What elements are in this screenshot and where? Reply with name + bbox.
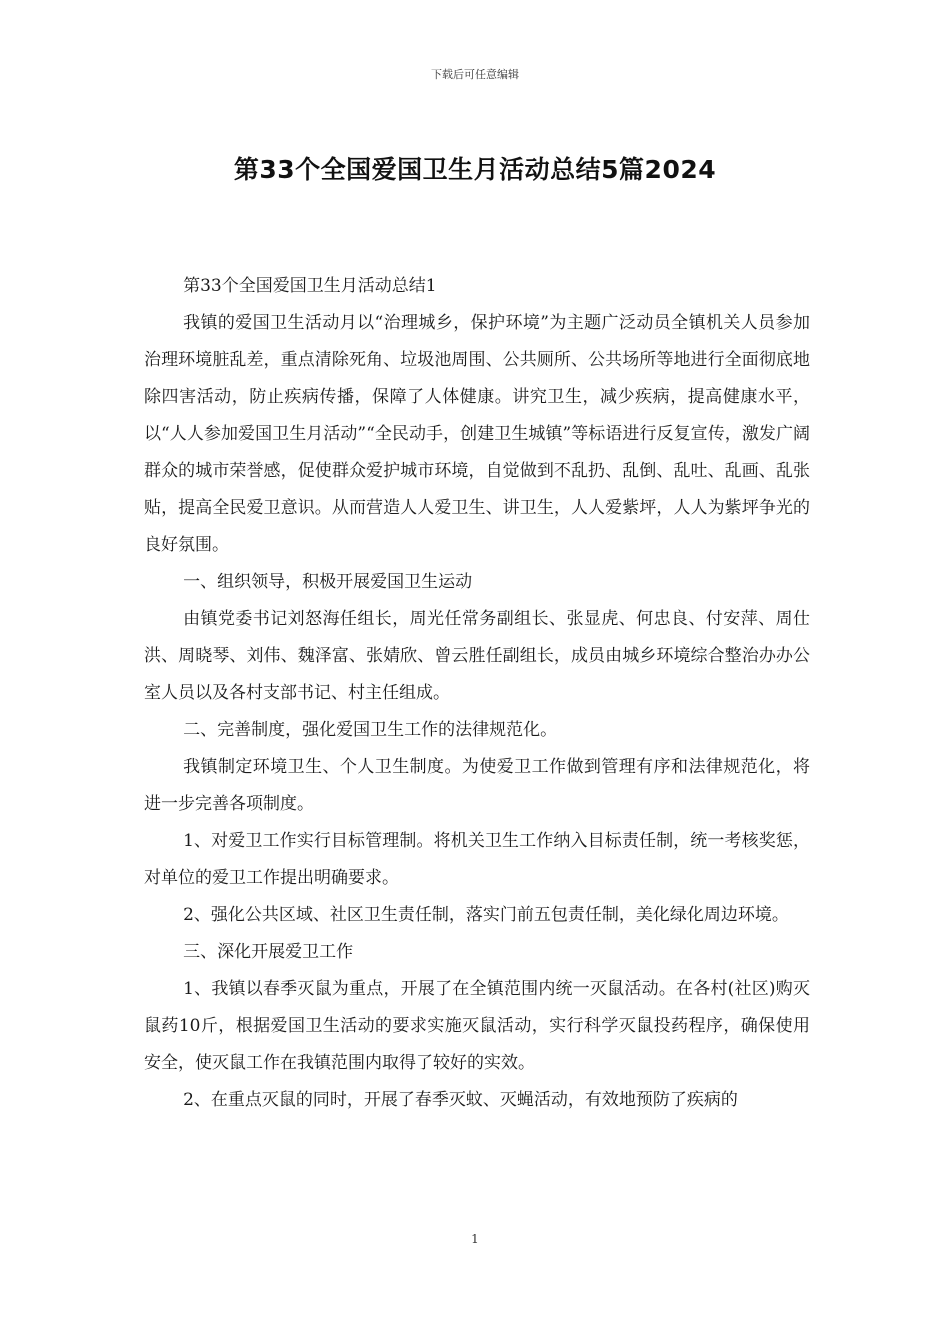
section-heading: 一、组织领导，积极开展爱国卫生运动 <box>183 572 473 592</box>
paragraph: 2、在重点灭鼠的同时，开展了春季灭蚊、灭蝇活动，有效地预防了疾病的 <box>183 1090 738 1110</box>
paragraph: 2、强化公共区域、社区卫生责任制，落实门前五包责任制，美化绿化周边环境。 <box>183 905 789 925</box>
section-heading: 二、完善制度，强化爱国卫生工作的法律规范化。 <box>183 720 558 740</box>
header-note: 下载后可任意编辑 <box>431 68 519 81</box>
page-number: 1 <box>471 1232 479 1246</box>
paragraph: 我镇制定环境卫生、个人卫生制度。为使爱卫工作做到管理有序和法律规范化，将进一步完善各项制度。 <box>144 757 810 814</box>
document-title: 第33个全国爱国卫生月活动总结5篇2024 <box>233 155 717 184</box>
section-heading: 第33个全国爱国卫生月活动总结1 <box>183 276 437 296</box>
paragraph: 由镇党委书记刘怒海任组长，周光任常务副组长、张显虎、何忠良、付安萍、周仕洪、周晓琴、刘伟、魏泽富、张婧欣、曾云胜任副组长，成员由城乡环境综合整治办办公室人员以及各村支部书记、村主任组成。 <box>144 609 810 703</box>
document-body <box>144 268 810 1119</box>
section-heading: 三、深化开展爱卫工作 <box>183 942 354 962</box>
paragraph: 我镇的爱国卫生活动月以“治理城乡，保护环境”为主题广泛动员全镇机关人员参加治理环境脏乱差，重点清除死角、垃圾池周围、公共厕所、公共场所等地进行全面彻底地除四害活动，防止疾病传播，保障了人体健康。讲究卫生，减少疾病，提高健康水平，以“人人参加爱国卫生月活动”“全民动手，创建卫生城镇”等标语进行反复宣传，激发广阔群众的城市荣誉感，促使群众爱护城市环境，自觉做到不乱扔、乱倒、乱吐、乱画、乱张贴，提高全民爱卫意识。从而营造人人爱卫生、讲卫生，人人爱紫坪，人人为紫坪争光的良好氛围。 <box>144 313 810 555</box>
paragraph: 1、对爱卫工作实行目标管理制。将机关卫生工作纳入目标责任制，统一考核奖惩，对单位的爱卫工作提出明确要求。 <box>144 831 810 888</box>
paragraph: 1、我镇以春季灭鼠为重点，开展了在全镇范围内统一灭鼠活动。在各村(社区)购灭鼠药10斤，根据爱国卫生活动的要求实施灭鼠活动，实行科学灭鼠投药程序，确保使用安全，使灭鼠工作在我镇范围内取得了较好的实效。 <box>144 979 810 1073</box>
